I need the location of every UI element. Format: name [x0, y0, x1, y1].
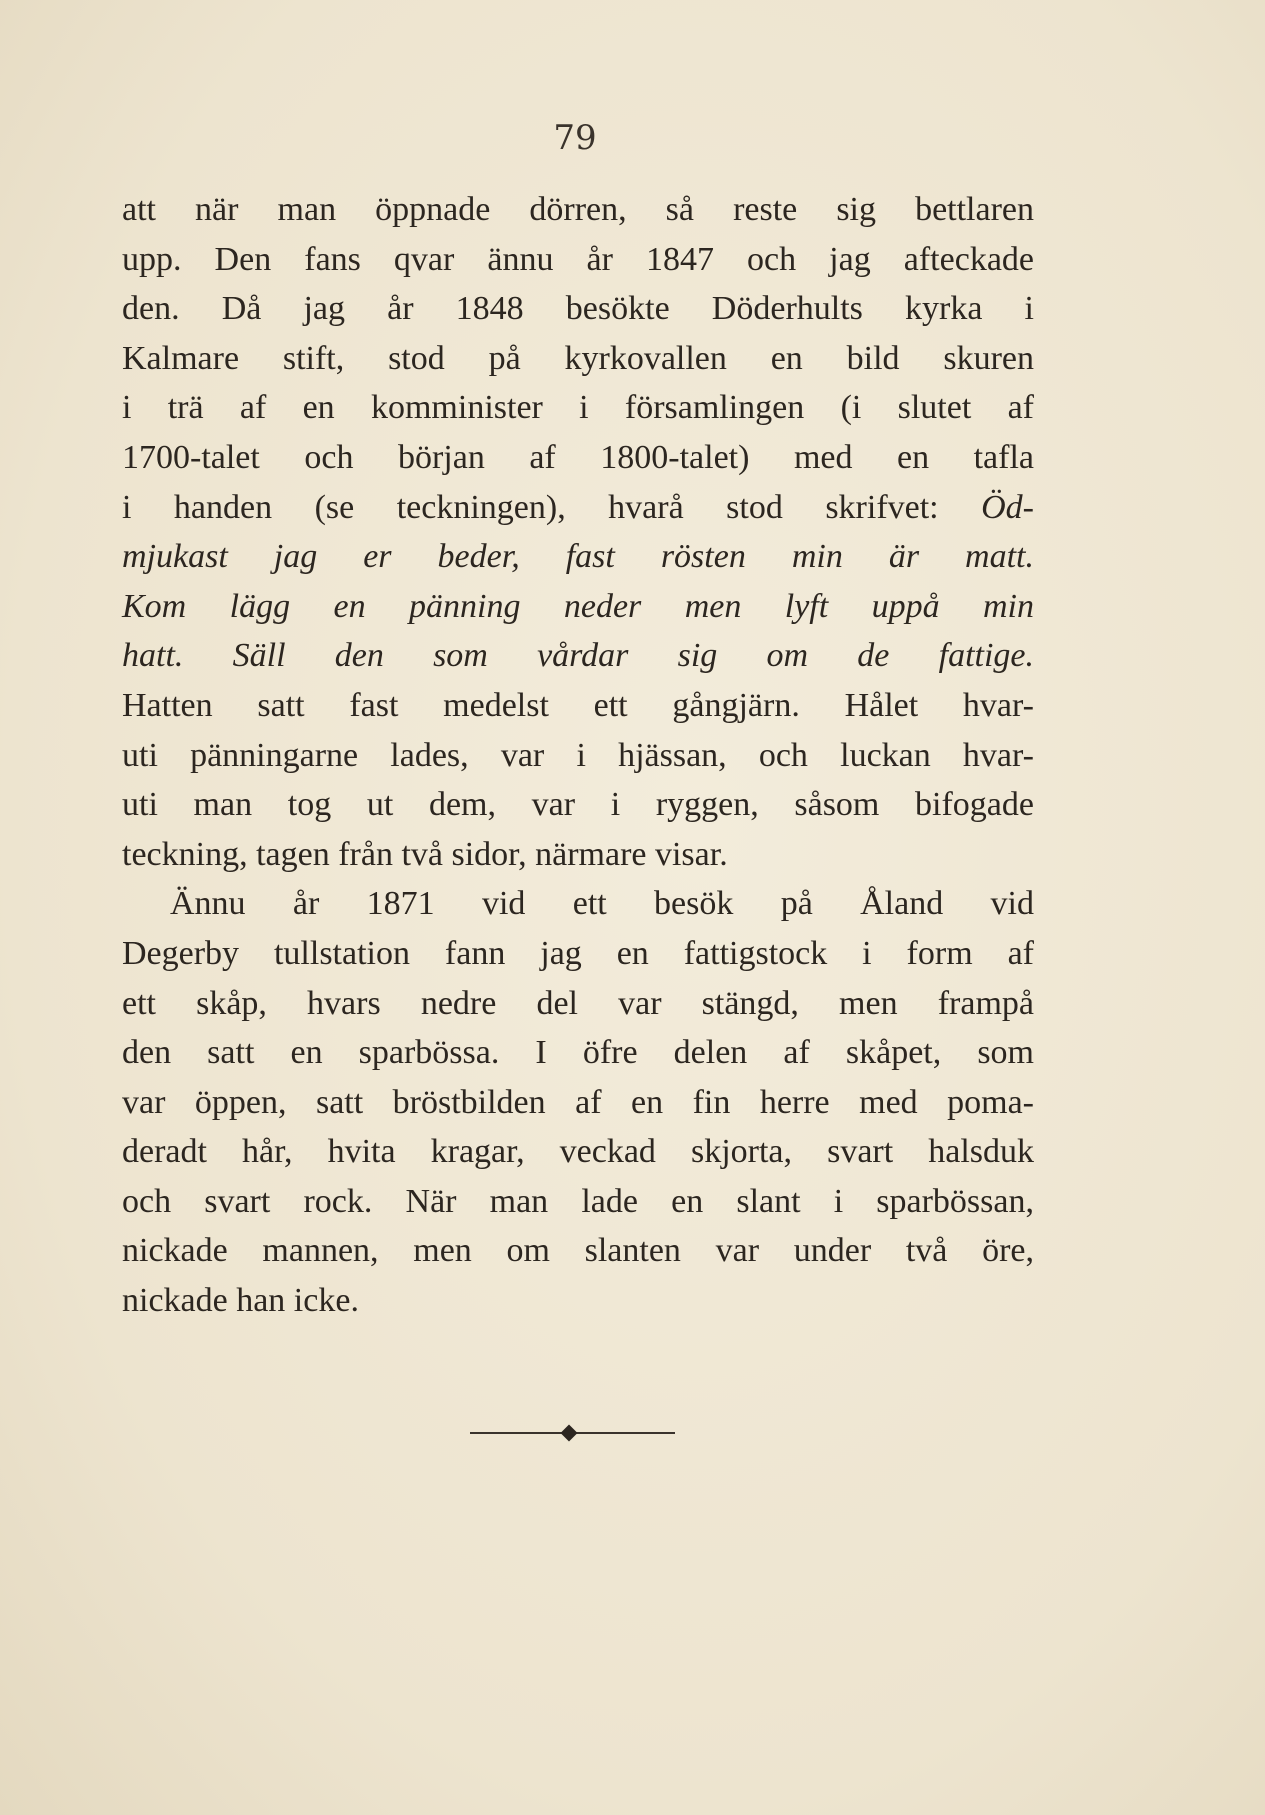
page-number: 79 — [553, 118, 597, 158]
text-line: i trä af en komminister i församlingen (i slutet af — [122, 389, 1034, 427]
text-roman-part: i handen (se teckningen), hvarå stod skrifvet: — [122, 488, 982, 526]
text-line: var öppen, satt bröstbilden af en fin herre med poma- — [122, 1083, 1034, 1121]
inscription-line: mjukast jag er beder, fast rösten min är matt. — [122, 538, 1034, 576]
text-italic-part: Öd- — [981, 488, 1034, 526]
text-line: och svart rock. När man lade en slant i sparbössan, — [122, 1182, 1034, 1220]
ornament-diamond-icon — [561, 1425, 578, 1442]
inscription-line: hatt. Säll den som vårdar sig om de fattige. — [122, 637, 1034, 675]
paragraph-start-line: Ännu år 1871 vid ett besök på Åland vid — [170, 885, 1034, 923]
text-line: den. Då jag år 1848 besökte Döderhults kyrka i — [122, 290, 1034, 328]
text-line: nickade han icke. — [122, 1282, 359, 1320]
text-line: 1700-talet och början af 1800-talet) med en tafla — [122, 438, 1034, 476]
inscription-line: Kom lägg en pänning neder men lyft uppå min — [122, 587, 1034, 625]
text-line: teckning, tagen från två sidor, närmare visar. — [122, 835, 728, 873]
body-text — [122, 185, 1034, 1326]
text-line: Degerby tullstation fann jag en fattigstock i form af — [122, 934, 1034, 972]
text-line: nickade mannen, men om slanten var under två öre, — [122, 1232, 1034, 1270]
text-line: uti pänningarne lades, var i hjässan, och luckan hvar- — [122, 736, 1034, 774]
text-line: deradt hår, hvita kragar, veckad skjorta, svart halsduk — [122, 1133, 1034, 1171]
text-line: uti man tog ut dem, var i ryggen, såsom bifogade — [122, 786, 1034, 824]
text-line: den satt en sparbössa. I öfre delen af skåpet, som — [122, 1034, 1034, 1072]
text-line: upp. Den fans qvar ännu år 1847 och jag afteckade — [122, 240, 1034, 278]
text-line-mixed — [122, 483, 1034, 533]
text-line: Hatten satt fast medelst ett gångjärn. Hålet hvar- — [122, 686, 1034, 724]
text-line: Kalmare stift, stod på kyrkovallen en bild skuren — [122, 339, 1034, 377]
text-line: ett skåp, hvars nedre del var stängd, men frampå — [122, 984, 1034, 1022]
text-line: att när man öppnade dörren, så reste sig bettlaren — [122, 191, 1034, 228]
